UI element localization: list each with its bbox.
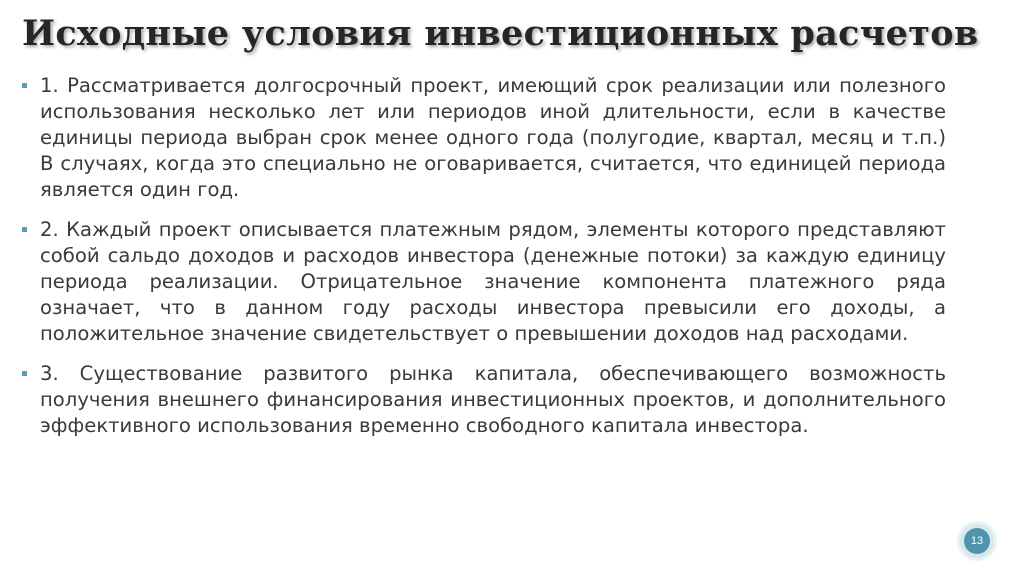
page-number-badge bbox=[960, 524, 994, 558]
square-bullet-icon bbox=[22, 227, 27, 232]
list-item bbox=[22, 217, 946, 347]
slide-title: Исходные условия инвестиционных расчетов bbox=[22, 13, 979, 54]
list-item-text: 2. Каждый проект описывается платежным рядом, элементы которого представляют собой сальдо доходов и расходов инвестора (денежные потоки) за каждую единицу периода реализации. Отрицательное значение компонента платежного ряда означает, что в данном году расходы инвестора превысили его доходы, а положительное значение свидетельствует о превышении доходов над расходами. bbox=[40, 218, 946, 345]
list-item bbox=[22, 73, 946, 203]
bullet-list bbox=[22, 73, 946, 453]
list-item-text: 3. Существование развитого рынка капитала, обеспечивающего возможность получения внешнего финансирования инвестиционных проектов, и дополнительного эффективного использования временно свободного капитала инвестора. bbox=[40, 362, 946, 437]
list-item bbox=[22, 361, 946, 439]
page-number: 13 bbox=[964, 528, 990, 554]
list-item-text: 1. Рассматривается долгосрочный проект, имеющий срок реализации или полезного использования несколько лет или периодов иной длительности, если в качестве единицы периода выбран срок менее одного года (полугодие, квартал, месяц и т.п.) В случаях, когда это специально не оговаривается, считается, что единицей периода является один год. bbox=[40, 74, 946, 201]
square-bullet-icon bbox=[22, 371, 27, 376]
square-bullet-icon bbox=[22, 83, 27, 88]
